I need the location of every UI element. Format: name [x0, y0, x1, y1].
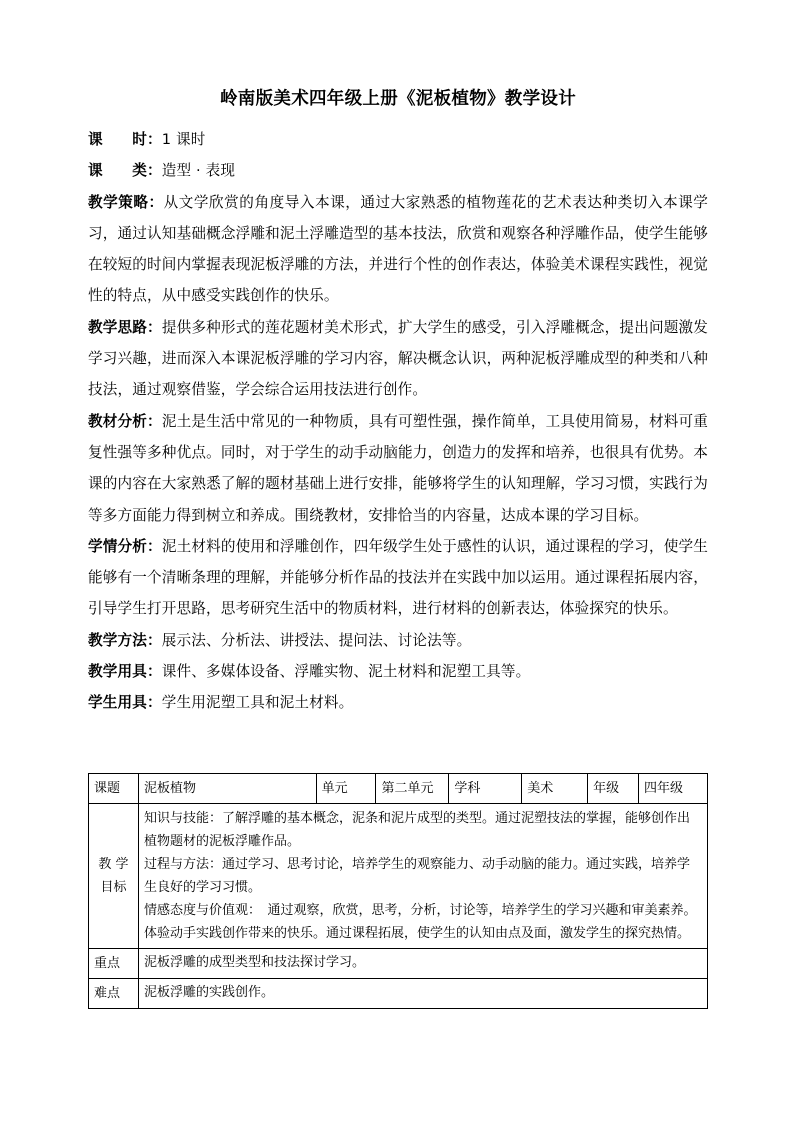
- key-text: 泥板浮雕的成型类型和技法探讨学习。: [138, 949, 707, 979]
- difficulty-label: 难点: [89, 979, 139, 1009]
- section-methods: [88, 625, 708, 656]
- section-label: 学情分析：: [88, 537, 162, 555]
- period-label: 课 时：: [88, 131, 162, 148]
- info-type: [88, 155, 708, 186]
- table-row-goals: [89, 804, 708, 949]
- section-text: 课件、多媒体设备、浮雕实物、泥土材料和泥塑工具等。: [161, 663, 531, 681]
- goal-knowledge: 知识与技能：了解浮雕的基本概念，泥条和泥片成型的类型。通过泥塑技法的掌握，能够创作出植物题材的泥板浮雕作品。: [143, 811, 690, 849]
- key-label: 重点: [89, 949, 139, 979]
- goals-label: [89, 804, 139, 949]
- section-text: 学生用泥塑工具和泥土材料。: [161, 694, 354, 712]
- section-text: 泥土是生活中常见的一种物质，具有可塑性强，操作简单，工具使用简易，材料可重复性强等多种优点。同时，对于学生的动手动脑能力，创造力的发挥和培养，也很具有优势。本课的内容在大家熟悉了解的题材基础上进行安排，能够将学生的认知理解，学习习惯，实践行为等多方面能力得到树立和养成。围绕教材，安排恰当的内容量，达成本课的学习目标。: [88, 412, 708, 524]
- section-text: 从文学欣赏的角度导入本课，通过大家熟悉的植物莲花的艺术表达种类切入本课学习，通过认知基础概念浮雕和泥土浮雕造型的基本技法，欣赏和观察各种浮雕作品，使学生能够在较短的时间内掌握表现泥板浮雕的方法，并进行个性的创作表达，体验美术课程实践性，视觉性的特点，从中感受实践创作的快乐。: [88, 193, 708, 305]
- table-cell: 学科: [449, 774, 522, 804]
- section-approach: [88, 312, 708, 406]
- goal-process: 过程与方法：通过学习、思考讨论，培养学生的观察能力、动手动脑的能力。通过实践，培养学生良好的学习习惯。: [143, 857, 690, 895]
- document-page: [88, 80, 708, 719]
- section-text: 泥土材料的使用和浮雕创作，四年级学生处于感性的认识，通过课程的学习，使学生能够有一个清晰条理的理解，并能够分析作品的技法并在实践中加以运用。通过课程拓展内容，引导学生打开思路，思考研究生活中的物质材料，进行材料的创新表达，体验探究的快乐。: [88, 537, 708, 618]
- section-label: 教学方法：: [88, 631, 162, 649]
- type-value: 造型 · 表现: [161, 162, 236, 180]
- table-cell: 四年级: [639, 774, 708, 804]
- difficulty-text: 泥板浮雕的实践创作。: [138, 979, 707, 1009]
- section-label: 教学用具：: [88, 663, 162, 681]
- table-cell: 单元: [316, 774, 376, 804]
- table-cell: 课题: [89, 774, 139, 804]
- table-cell: 第二单元: [376, 774, 449, 804]
- section-label: 教学策略：: [88, 193, 164, 211]
- goals-label-line: 目标: [100, 880, 127, 895]
- goals-content: [138, 804, 707, 949]
- section-teaching-tools: [88, 656, 708, 687]
- section-label: 教材分析：: [88, 412, 162, 430]
- info-period: [88, 124, 708, 155]
- section-student-tools: [88, 687, 708, 718]
- section-strategy: [88, 187, 708, 312]
- section-text: 提供多种形式的莲花题材美术形式，扩大学生的感受，引入浮雕概念，提出问题激发学习兴趣，进而深入本课泥板浮雕的学习内容，解决概念认识，两种泥板浮雕成型的种类和八种技法，通过观察借鉴，学会综合运用技法进行创作。: [88, 318, 708, 399]
- table-cell: 美术: [522, 774, 588, 804]
- table-row: [89, 774, 708, 804]
- section-text: 展示法、分析法、讲授法、提问法、讨论法等。: [161, 631, 472, 649]
- period-value: 1 课时: [161, 131, 206, 148]
- table-cell: 年级: [588, 774, 639, 804]
- table-row-key: [89, 949, 708, 979]
- section-student-analysis: [88, 531, 708, 625]
- section-material-analysis: [88, 406, 708, 531]
- lesson-table: [88, 773, 708, 1009]
- goal-attitude: 情感态度与价值观： 通过观察，欣赏，思考，分析，讨论等，培养学生的学习兴趣和审美素养。体验动手实践创作带来的快乐。通过课程拓展，使学生的认知由点及面，激发学生的探究热情。: [143, 903, 697, 941]
- section-label: 教学思路：: [88, 318, 162, 336]
- goals-label-line: 教 学: [98, 857, 129, 872]
- table-cell: 泥板植物: [138, 774, 316, 804]
- table-row-difficulty: [89, 979, 708, 1009]
- type-label: 课 类：: [88, 162, 162, 180]
- section-label: 学生用具：: [88, 694, 162, 712]
- page-title: 岭南版美术四年级上册《泥板植物》教学设计: [220, 89, 576, 109]
